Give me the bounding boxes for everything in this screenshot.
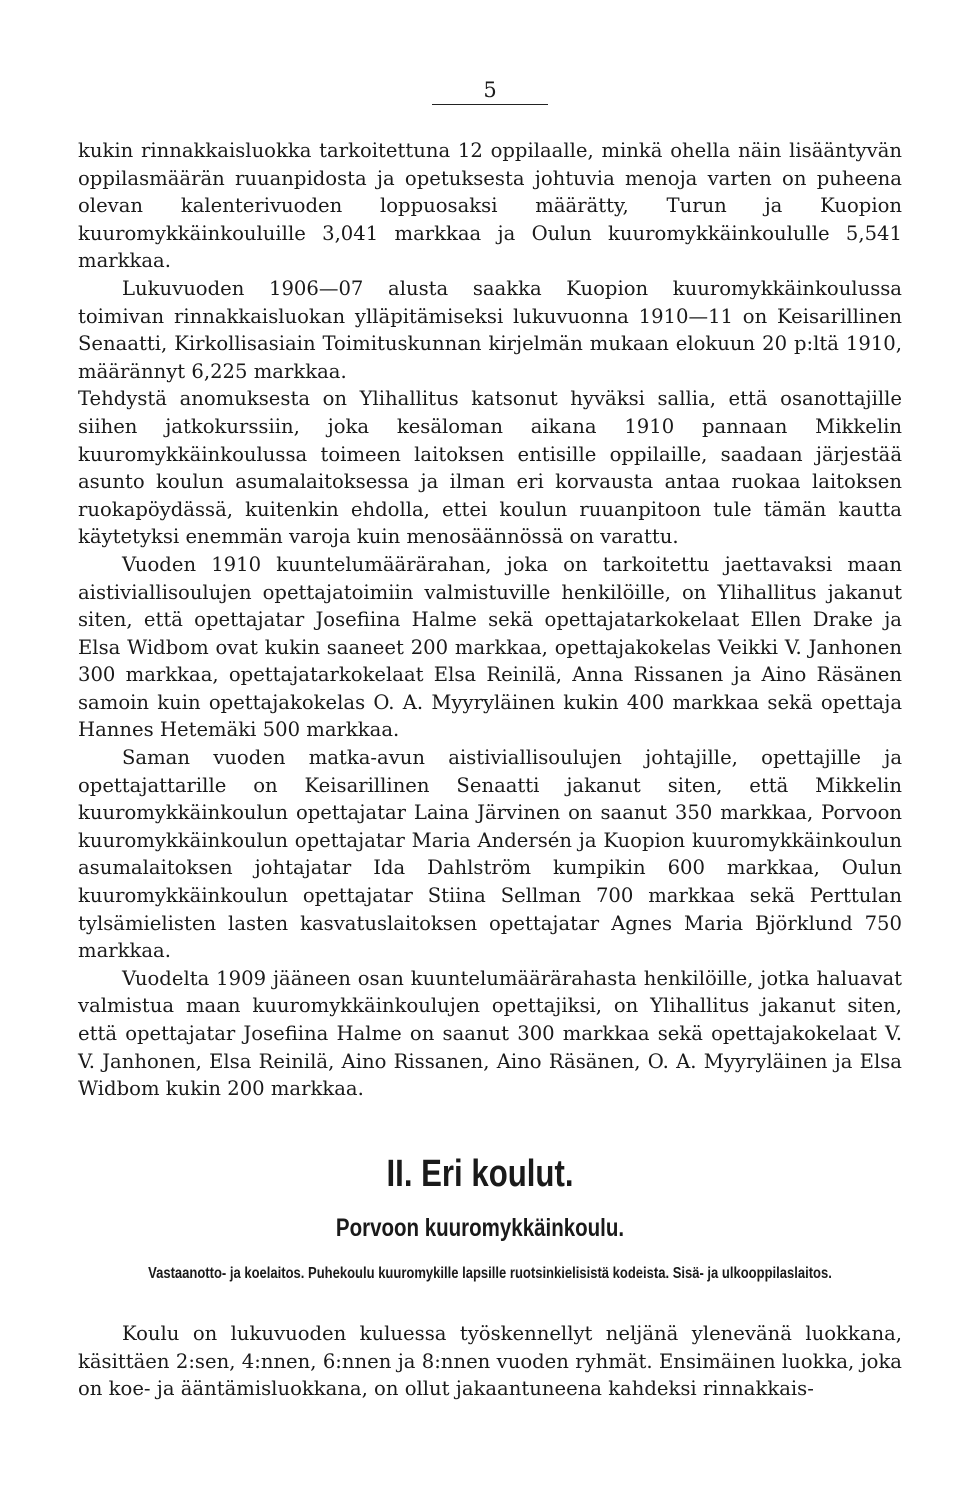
paragraph: kukin rinnakkaisluokka tarkoitettuna 12 oppilaalle, minkä ohella näin lisääntyvän oppilasmäärän ruuanpidosta ja opetuksesta johtuvia menoja varten on puheena olevan kalenterivuoden loppuosaksi määrätty, Turun ja Kuopion kuuromykkäinkouluille 3,041 markkaa ja Oulun kuuromykkäinkoululle 5,541 markkaa. bbox=[78, 139, 902, 273]
paragraph: Tehdystä anomuksesta on Ylihallitus katsonut hyväksi sallia, että osanottajille siihen jatkokurssiin, joka kesäloman aikana 1910 pannaan Mikkelin kuuromykkäinkoulussa toimeen laitoksen entisille oppilaille, saadaan järjestää asunto koulun asumalaitoksessa ja ilman eri korvausta antaa ruokaa laitoksen ruokapöydässä, kuitenkin ehdolla, ettei koulun ruuanpitoon tule tämän kautta käytetyksi enemmän varoja kuin menosäännössä on varattu. bbox=[78, 387, 902, 549]
paragraph: Saman vuoden matka-avun aistiviallisoulujen johtajille, opettajille ja opettajattarille on Keisarillinen Senaatti jakanut siten, että Mikkelin kuuromykkäinkoulun opettajatar Laina Järvinen on saanut 350 markkaa, Porvoon kuuromykkäinkoulun opettajatar Maria Andersén ja Kuopion kuuromykkäinkoulun asumalaitoksen johtajatar Ida Dahlström kumpikin 600 markkaa, Oulun kuuromykkäinkoulun opettajatar Stiina Sellman 700 markkaa sekä Perttulan tylsämielisten lasten kasvatuslaitoksen opettajatar Agnes Maria Björklund 750 markkaa. bbox=[78, 746, 902, 963]
paragraph: Lukuvuoden 1906—07 alusta saakka Kuopion kuuromykkäinkoulussa toimivan rinnakkaisluokan ylläpitämiseksi lukuvuonna 1910—11 on Keisarillinen Senaatti, Kirkollisasiain Toimituskunnan kirjelmän mukaan elokuun 20 p:ltä 1910, määrännyt 6,225 markkaa. bbox=[78, 276, 902, 383]
section-heading: II. Eri koulut. bbox=[386, 1153, 574, 1195]
school-heading: Porvoon kuuromykkäinkoulu. bbox=[335, 1214, 625, 1242]
body-text bbox=[78, 137, 902, 1103]
school-subtitle: Vastaanotto- ja koelaitos. Puhekoulu kuuromykille lapsille ruotsinkielisistä kodeista. Sisä- ja ulkooppilaslaitos. bbox=[148, 1265, 832, 1282]
school-subtitle-block bbox=[76, 1262, 904, 1286]
paragraph: Vuodelta 1909 jääneen osan kuuntelumäärärahasta henkilöille, jotka haluavat valmistua maan kuuromykkäinkoulujen opettajiksi, on Ylihallitus jakanut siten, että opettajatar Josefiina Halme on saanut 300 markkaa sekä opettajakokelaat V. V. Janhonen, Elsa Reinilä, Aino Rissanen, Aino Räsänen, O. A. Myyryläinen ja Elsa Widbom kukin 200 markkaa. bbox=[78, 966, 902, 1101]
section-heading-block bbox=[0, 1151, 960, 1243]
page-number-rule bbox=[432, 104, 548, 105]
paragraph: Vuoden 1910 kuuntelumäärärahan, joka on tarkoitettu jaettavaksi maan aistiviallisoulujen opettajatoimiin valmistuville henkilöille, on Ylihallitus jakanut siten, että opettajatar Josefiina Halme sekä opettajatarkokelaat Ellen Drake ja Elsa Widbom ovat kukin saaneet 200 markkaa, opettajakokelas Veikki V. Janhonen 300 markkaa, opettajatarkokelaat Elsa Reinilä, Anna Rissanen ja Aino Räsänen samoin kuin opettajakokelas O. A. Myyryläinen kukin 400 markkaa sekä opettaja Hannes Hetemäki 500 markkaa. bbox=[78, 552, 902, 742]
final-text bbox=[78, 1320, 902, 1403]
page-number: 5 bbox=[483, 78, 497, 102]
paragraph: Koulu on lukuvuoden kuluessa työskennellyt neljänä ylenevänä luokkana, käsittäen 2:sen, 4:nnen, 6:nnen ja 8:nnen vuoden ryhmät. Ensimäinen luokka, joka on koe- ja ääntämisluokkana, on ollut jakaantuneena kahdeksi rinnakkais- bbox=[78, 1322, 902, 1401]
